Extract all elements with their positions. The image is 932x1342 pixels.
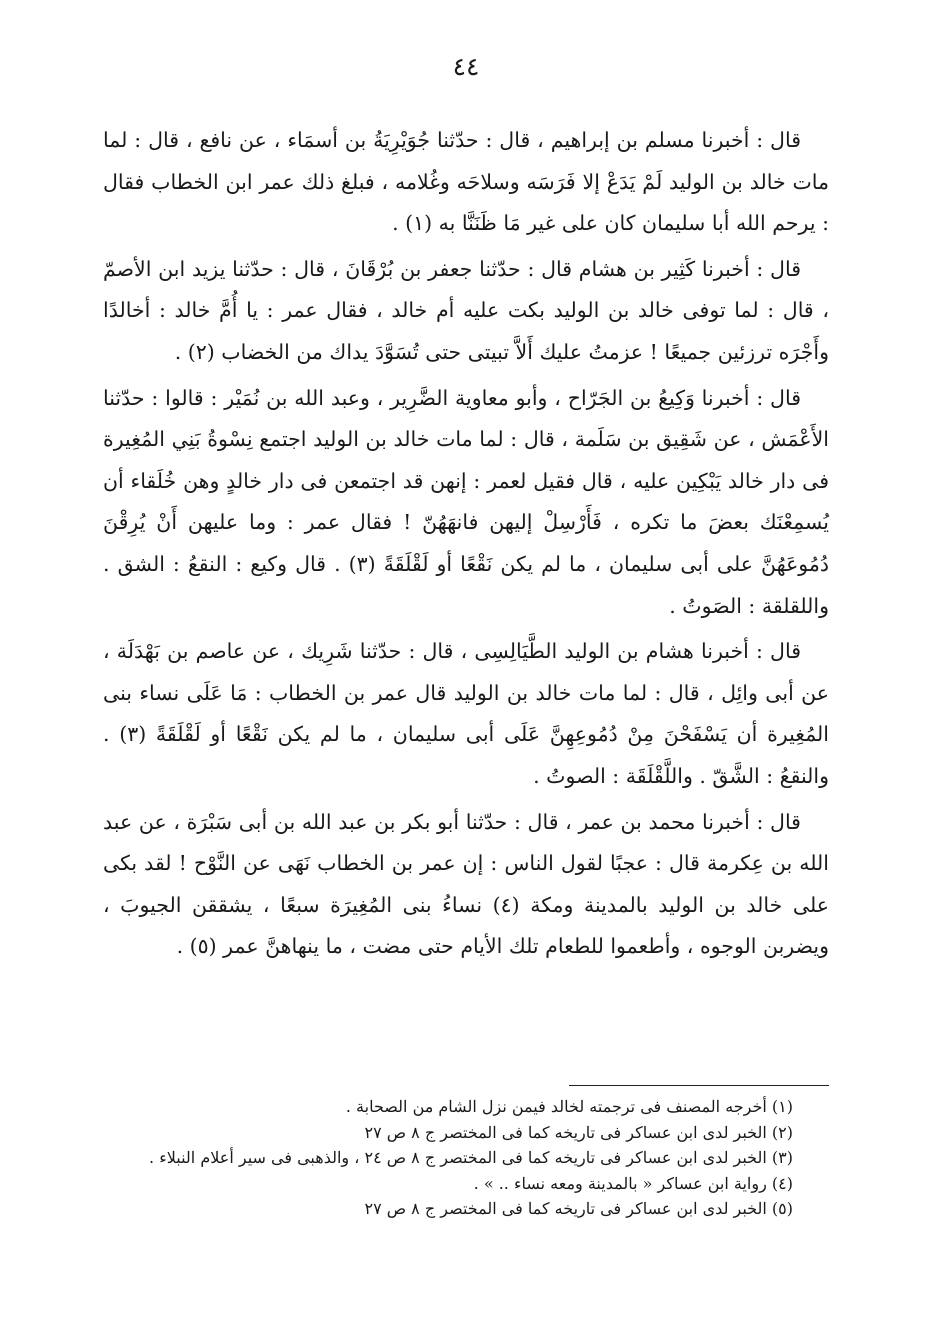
footnotes (103, 1094, 829, 1222)
paragraph: قال : أخبرنا محمد بن عمر ، قال : حدّثنا أبو بكر بن عبد الله بن أبى سَبْرَة ، عن عبد الله بن عِكرمة قال : عجبًا لقول الناس : إن عمر بن الخطاب نَهَى عن النَّوْح ! لقد بكى على خالد بن الوليد بالمدينة ومكة (٤) نساءُ بنى المُغِيرَة سبعًا ، يشققن الجيوبَ ، ويضربن الوجوه ، وأطعموا للطعام تلك الأيام حتى مضت ، ما ينهاهنَّ عمر (٥) . (103, 809, 830, 959)
page-number: ٤٤ (452, 52, 480, 81)
footnote: (٤) رواية ابن عساكر « بالمدينة ومعه نساء .. » . (473, 1173, 793, 1193)
paragraph: قال : أخبرنا هشام بن الوليد الطَّيَالِسِى ، قال : حدّثنا شَرِيك ، عن عاصم بن بَهْدَلَة ، عن أبى وائِل ، قال : لما مات خالد بن الوليد قال عمر بن الخطاب : مَا عَلَى نساء بنى المُغِيرة أن يَسْفَحْنَ مِنْ دُمُوعِهِنَّ عَلَى أبى سليمان ، ما لم يكن نَقْعًا أو لَقْلَقَةً (٣) . والنقعُ : الشَّقّ . واللَّقْلَقَة : الصوتُ . (103, 639, 829, 788)
paragraph: قال : أخبرنا كَثِير بن هشام قال : حدّثنا جعفر بن بُرْقَانَ ، قال : حدّثنا يزيد ابن الأصمّ ، قال : لما توفى خالد بن الوليد بكت عليه أم خالد ، فقال عمر : يا أُمَّ خالد : أخالدًا وأَجْرَه ترزئين جميعًا ! عزمتُ عليك أَلاَّ تبيتى حتى تُسَوَّدَ يداك من الخضاب (٢) . (103, 256, 829, 364)
footnote: (٥) الخبر لدى ابن عساكر فى تاريخه كما فى المختصر ج ٨ ص ٢٧ (364, 1199, 793, 1219)
footnote: (١) أخرجه المصنف فى ترجمته لخالد فيمن نزل الشام من الصحابة . (345, 1097, 793, 1116)
footnote-separator (569, 1085, 829, 1086)
paragraph: قال : أخبرنا مسلم بن إبراهيم ، قال : حدّثنا جُوَيْرِيَةُ بن أسمَاء ، عن نافع ، قال : لما مات خالد بن الوليد لَمْ يَدَعْ إلا فَرَسَه وسلاحَه وغُلامه ، فبلغ ذلك عمر ابن الخطاب فقال : يرحم الله أبا سليمان كان على غير مَا ظَنَنَّا به (١) . (103, 128, 829, 236)
body-text (103, 120, 829, 970)
footnote: (٢) الخبر لدى ابن عساكر فى تاريخه كما فى المختصر ج ٨ ص ٢٧ (364, 1122, 793, 1142)
footnote: (٣) الخبر لدى ابن عساكر فى تاريخه كما فى المختصر ج ٨ ص ٢٤ ، والذهبى فى سير أعلام النبلاء . (149, 1148, 793, 1168)
paragraph: قال : أخبرنا وَكِيعُ بن الجَرّاح ، وأبو معاوية الضَّرِير ، وعبد الله بن نُمَيْر : قالوا : حدّثنا الأَعْمَش ، عن شَقِيق بن سَلَمة ، قال : لما مات خالد بن الوليد اجتمع نِسْوةُ بَنِي المُغِيرة فى دار خالد يَبْكِين عليه ، قال فقيل لعمر : إنهن قد اجتمعن فى دار خالدٍ وهن خُلَقاء أن يُسمِعْنَك بعضَ ما تكره ، فَأَرْسِلْ إليهن فانهَهُنّ ! فقال عمر : وما عليهن أَنْ يُرِقْنَ دُمُوعَهُنَّ على أبى سليمان ، ما لم يكن نَقْعًا أو لَقْلَقَةً (٣) . قال وكيع : النقعُ : الشق . واللقلقة : الصَوتُ . (103, 385, 830, 618)
